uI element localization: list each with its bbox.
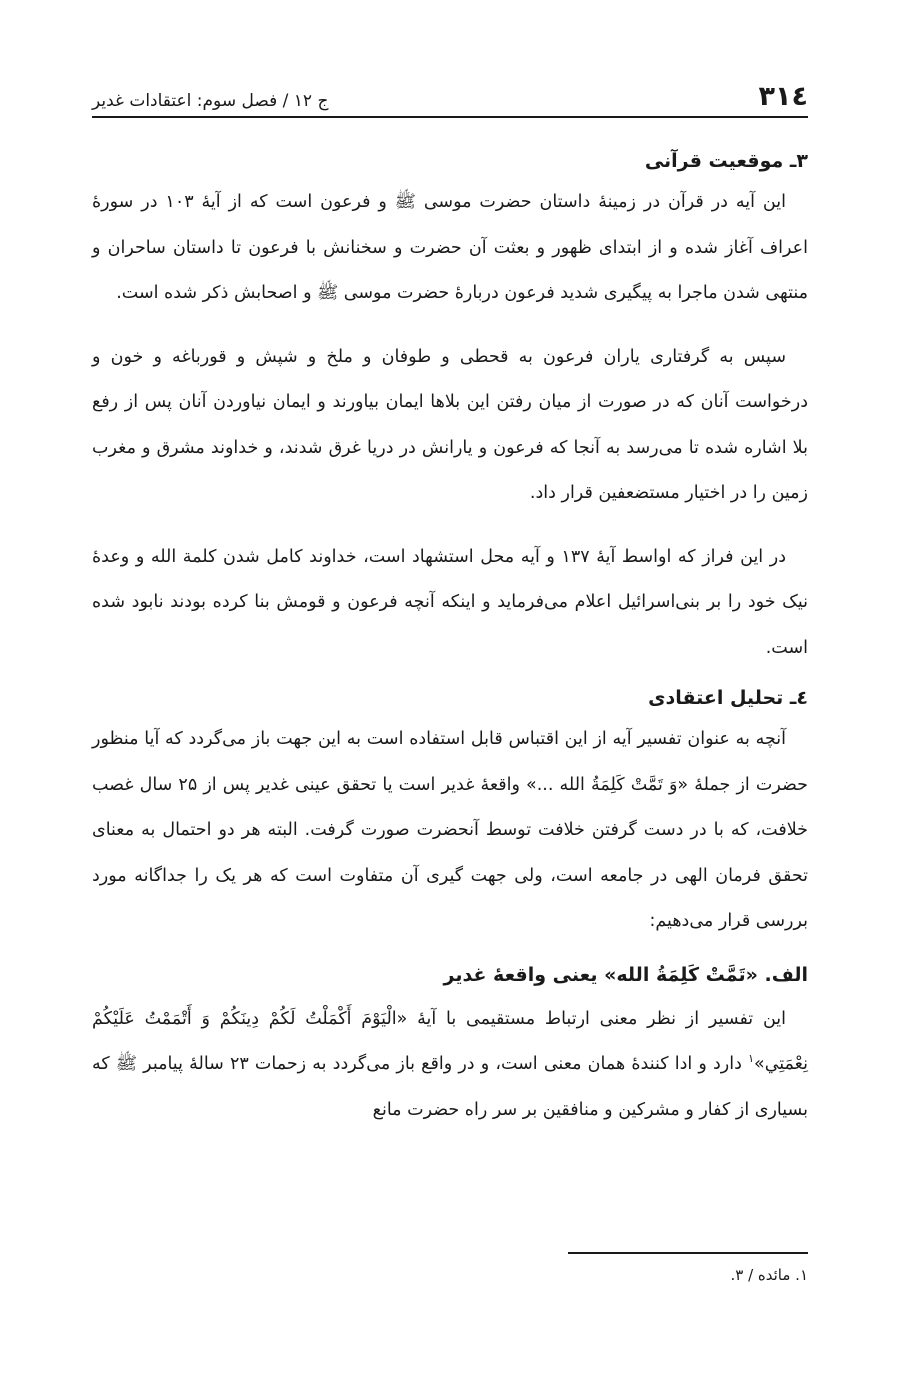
footnote: ۱. مائده / ۳. <box>730 1266 808 1284</box>
page-body <box>92 142 808 1133</box>
paragraph: آنچه به عنوان تفسیر آیه از این اقتباس قابل استفاده است به این جهت باز می‌گردد که آیا منظور حضرت از جملهٔ «وَ تَمَّتْ كَلِمَةُ الله ...» واقعهٔ غدیر است یا تحقق عینی غدیر پس از ۲۵ سال غصب خلافت، که با در دست گرفتن خلافت توسط آنحضرت صورت گرفت. البته هر دو احتمال به معنای تحقق فرمان الهی در جامعه است، ولی جهت گیری آن متفاوت است که هر یک را جداگانه مورد بررسی قرار می‌دهیم: <box>92 729 808 931</box>
paragraph <box>92 997 808 1134</box>
paragraph: سپس به گرفتاری یاران فرعون به قحطی و طوفان و ملخ و شپش و قورباغه و خون و درخواست آنان که در صورت از میان رفتن این بلاها ایمان بیاورند و ایمان نیاوردن آنان پس از رفع بلا اشاره شده تا می‌رسد به آنجا که فرعون و یارانش در دریا غرق شدند، و خداوند مشرق و مغرب زمین را در اختیار مستضعفین قرار داد. <box>92 346 808 503</box>
footnote-divider <box>568 1252 808 1254</box>
paragraph-text: دارد و ادا کنندهٔ همان معنی است، و در واقع باز می‌گردد به زحمات ۲۳ سالهٔ پیامبر ﷺ که بسیاری از کفار و مشرکین و منافقین بر سر راه حضرت مانع <box>92 1054 808 1120</box>
subsection-heading: الف. «تَمَّتْ كَلِمَةُ الله» یعنی واقعهٔ غدیر <box>443 963 808 986</box>
footnote-reference[interactable]: ۱ <box>748 1052 754 1066</box>
section-heading-quranic-position: ۳ـ موقعیت قرآنی <box>644 150 808 172</box>
running-head: ج ۱۲ / فصل سوم: اعتقادات غدیر <box>92 91 329 111</box>
page-header <box>92 68 808 118</box>
paragraph-text: این تفسیر از نظر معنی ارتباط مستقیمی با آیهٔ «الْيَوْمَ أَكْمَلْتُ لَكُمْ دِينَكُمْ وَ أَتْمَمْتُ عَلَيْكُمْ نِعْمَتِي» <box>92 1008 808 1074</box>
paragraph: در این فراز که اواسط آیهٔ ۱۳۷ و آیه محل استشهاد است، خداوند کامل شدن کلمة الله و وعدهٔ نیک خود را بر بنی‌اسرائیل اعلام می‌فرماید و اینکه آنچه فرعون و قومش بنا کرده بودند نابود شده است. <box>92 546 808 658</box>
page-number: ۳۱٤ <box>758 81 808 112</box>
paragraph: این آیه در قرآن در زمینهٔ داستان حضرت موسی ﷺ و فرعون است که از آیهٔ ۱۰۳ در سورهٔ اعراف آغاز شده و از ابتدای ظهور و بعثت آن حضرت و سخنانش با فرعون تا داستان ساحران و منتهی شدن ماجرا به پیگیری شدید فرعون دربارهٔ حضرت موسی ﷺ و اصحابش ذکر شده است. <box>92 192 808 303</box>
section-heading-doctrinal-analysis: ٤ـ تحلیل اعتقادی <box>648 687 808 709</box>
